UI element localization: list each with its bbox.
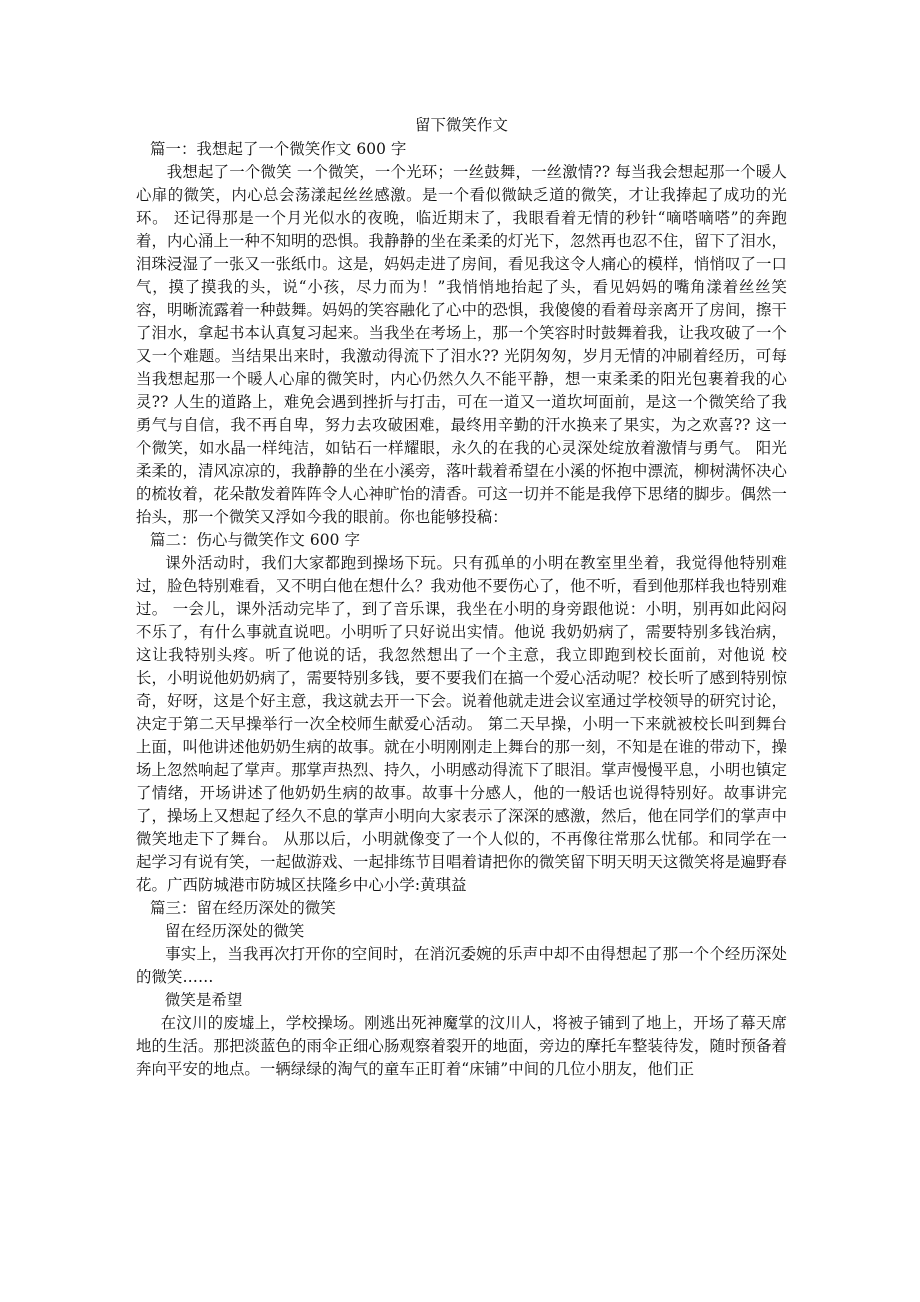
section-2-paragraph: 课外活动时，我们大家都跑到操场下玩。只有孤单的小明在教室里坐着，我觉得他特别难过，脸色特别难看，又不明白他在想什么？我劝他不要伤心了，他不听，看到他那样我也特别难过。 一会儿，课外活动完毕了，到了音乐课，我坐在小明的身旁跟他说：小明，别再如此闷闷不乐了，有什么事就直说吧。小明听了只好说出实情。他说 我奶奶病了，需要特别多钱治病，这让我特别头疼。听了他说的话，我忽然想出了一个主意，我立即跑到校长面前，对他说 校长，小明说他奶奶病了，需要特别多钱，要不要我们在搞一个爱心活动呢？校长听了感到特别惊奇，好呀，这是个好主意，我这就去开一下会。说着他就走进会议室通过学校领导的研究讨论，决定于第二天早操举行一次全校师生献爱心活动。 第二天早操，小明一下来就被校长叫到舞台上面，叫他讲述他奶奶生病的故事。就在小明刚刚走上舞台的那一刻，不知是在谁的带动下，操场上忽然响起了掌声。那掌声热烈、持久，小明感动得流下了眼泪。掌声慢慢平息，小明也镇定了情绪，开场讲述了他奶奶生病的故事。故事十分感人，他的一般话也说得特别好。故事讲完了，操场上又想起了经久不息的掌声小明向大家表示了深深的感激，然后，他在同学们的掌声中微笑地走下了舞台。 从那以后，小明就像变了一个人似的，不再像往常那么忧郁。和同学在一起学习有说有笑，一起做游戏、一起排练节目唱着请把你的微笑留下明天明天这微笑将是遍野春花。广西防城港市防城区扶隆乡中心小学:黄琪益 bbox=[136, 554, 787, 894]
section-1-paragraph: 我想起了一个微笑 一个微笑，一个光环；一丝鼓舞，一丝激情?? 每当我会想起那一个暖人心扉的微笑，内心总会荡漾起丝丝感激。是一个看似微缺乏道的微笑，才让我捧起了成功的光环。 还记得那是一个月光似水的夜晚，临近期末了，我眼看着无情的秒针“嘀嗒嘀嗒”的奔跑着，内心涌上一种不知明的恐惧。我静静的坐在柔柔的灯光下，忽然再也忍不住，留下了泪水，泪珠浸湿了一张又一张纸巾。这是，妈妈走进了房间，看见我这令人痛心的模样，悄悄叹了一口气，摸了摸我的头，说“小孩，尽力而为！”我悄悄地抬起了头，看见妈妈的嘴角漾着丝丝笑容，明晰流露着一种鼓舞。妈妈的笑容融化了心中的恐惧，我傻傻的看着母亲离开了房间，擦干了泪水，拿起书本认真复习起来。当我坐在考场上，那一个笑容时时鼓舞着我，让我攻破了一个又一个难题。当结果出来时，我激动得流下了泪水?? 光阴匆匆，岁月无情的冲刷着经历，可每当我想起那一个暖人心扉的微笑时，内心仍然久久不能平静，想一束柔柔的阳光包裹着我的心灵?? 人生的道路上，难免会遇到挫折与打击，可在一道又一道坎坷面前，是这一个微笑给了我勇气与自信，我不再自卑，努力去攻破困难，最终用辛勤的汗水换来了果实，为之欢喜?? 这一个微笑，如水晶一样纯洁，如钻石一样耀眼，永久的在我的心灵深处绽放着激情与勇气。 阳光柔柔的，清风凉凉的，我静静的坐在小溪旁，落叶载着希望在小溪的怀抱中漂流，柳树满怀决心的梳妆着，花朵散发着阵阵令人心神旷怡的清香。可这一切并不能是我停下思绪的脚步。偶然一抬头，那一个微笑又浮如今我的眼前。你也能够投稿： bbox=[136, 163, 787, 526]
section-3-subheading-2: 微笑是希望 bbox=[165, 991, 243, 1009]
section-3-paragraph-2: 在汶川的废墟上，学校操场。刚逃出死神魔掌的汶川人，将被子铺到了地上，开场了幕天席地的生活。那把淡蓝色的雨伞正细心肠观察着裂开的地面，旁边的摩托车整装待发，随时预备着奔向平安的地点。一辆绿绿的淘气的童车正盯着“床铺”中间的几位小朋友，他们正 bbox=[136, 1014, 787, 1078]
document-title: 留下微笑作文 bbox=[415, 116, 508, 134]
section-heading-1: 篇一：我想起了一个微笑作文 600 字 bbox=[150, 140, 407, 158]
section-3-subheading: 留在经历深处的微笑 bbox=[165, 922, 305, 940]
document-page bbox=[136, 114, 787, 1081]
section-heading-3: 篇三：留在经历深处的微笑 bbox=[150, 899, 336, 917]
section-heading-2: 篇二：伤心与微笑作文 600 字 bbox=[150, 531, 361, 549]
section-3-paragraph: 事实上，当我再次打开你的空间时，在消沉委婉的乐声中却不由得想起了那一个个经历深处的微笑…… bbox=[136, 945, 787, 986]
